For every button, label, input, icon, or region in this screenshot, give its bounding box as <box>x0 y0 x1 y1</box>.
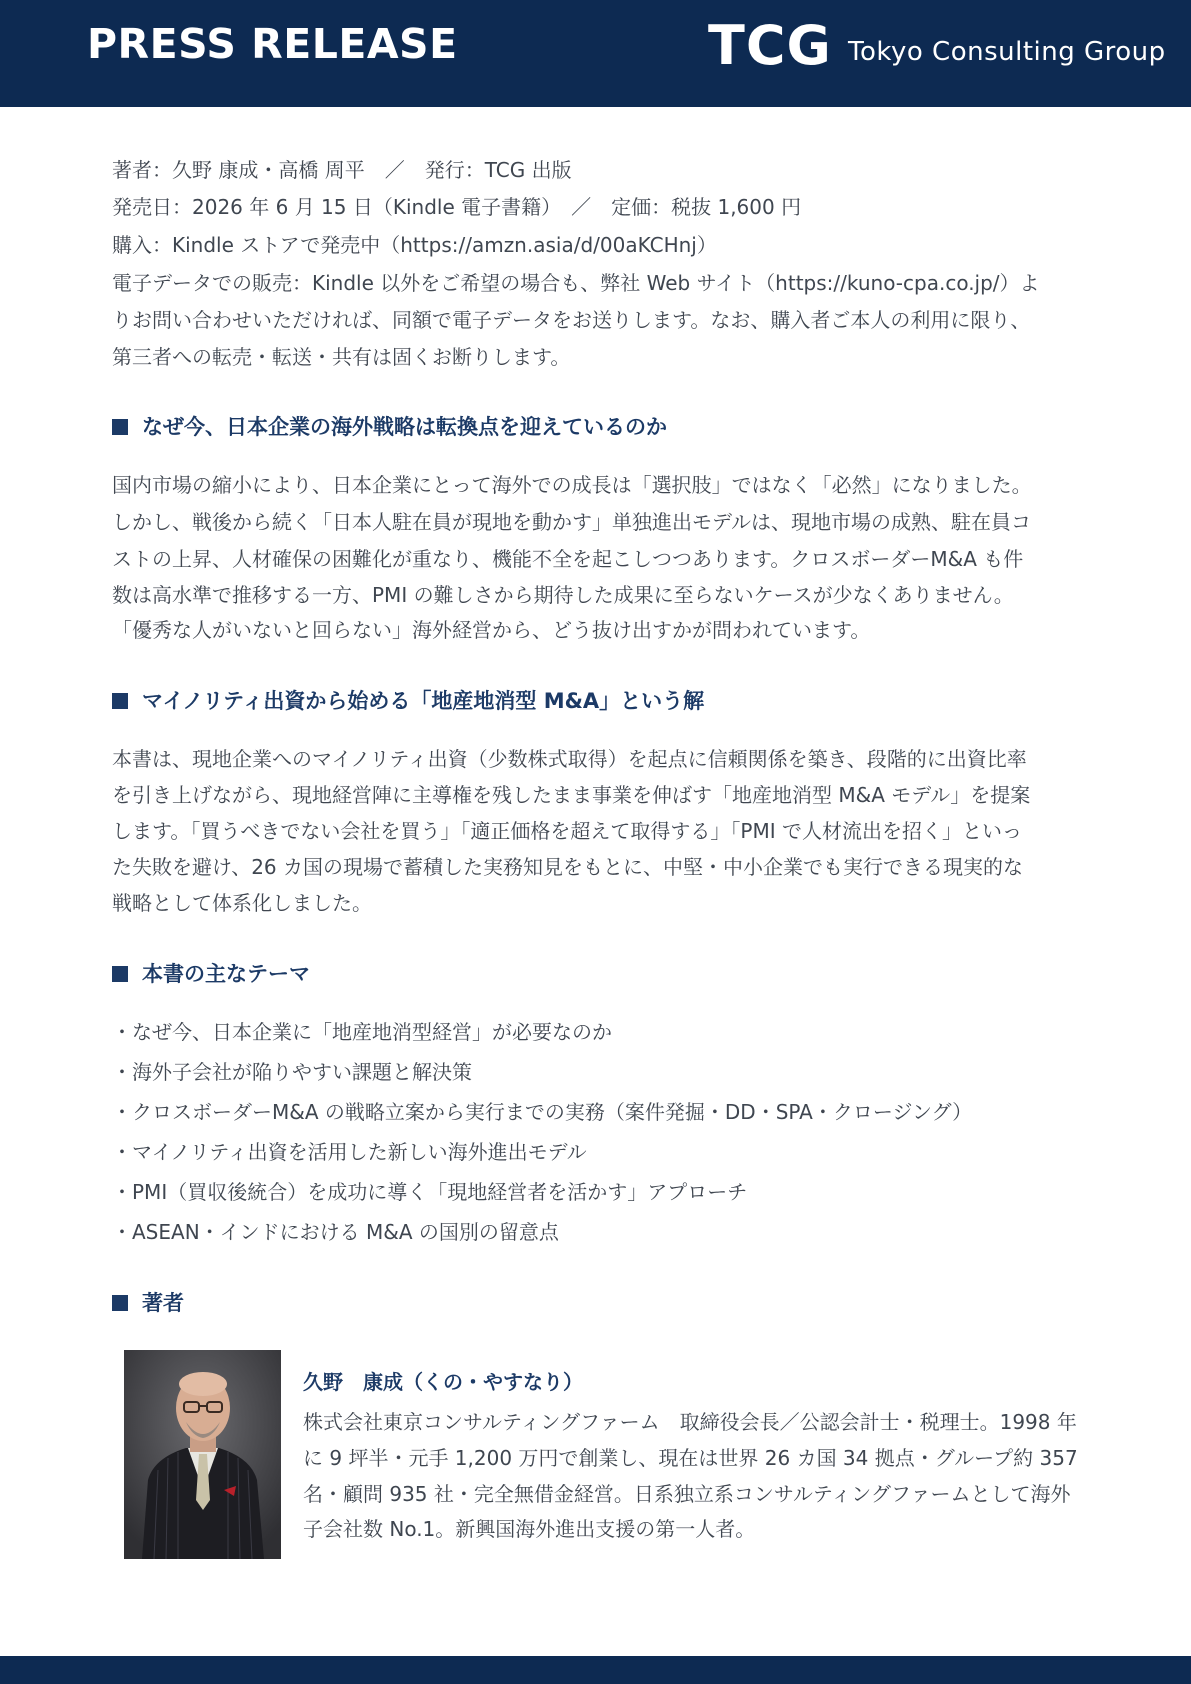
paragraph-line: 数は高水準で推移する一方、PMI の難しさから期待した成果に至らないケースが少なくありません。 <box>112 583 1014 607</box>
footer-bar <box>0 1656 1191 1684</box>
square-bullet-icon <box>112 1295 128 1311</box>
paragraph-line: を引き上げながら、現地経営陣に主導権を残したまま事業を伸ばす「地産地消型 M&A モデル」を提案 <box>112 783 1031 807</box>
info-authors: 著者：久野 康成・高橋 周平 ／ 発行：TCG 出版 <box>112 158 572 182</box>
section-heading: マイノリティ出資から始める「地産地消型 M&A」という解 <box>112 686 704 716</box>
author-bio-line: 株式会社東京コンサルティングファーム 取締役会長／公認会計士・税理士。1998 年 <box>303 1410 1077 1434</box>
section-heading: 著者 <box>112 1288 184 1318</box>
paragraph-line: た失敗を避け、26 カ国の現場で蓄積した実務知見をもとに、中堅・中小企業でも実行できる現実的な <box>112 855 1024 879</box>
info-release-date: 発売日：2026 年 6 月 15 日（Kindle 電子書籍） ／ 定価：税抜 1,600 円 <box>112 195 802 219</box>
info-purchase: 購入：Kindle ストアで発売中（https://amzn.asia/d/00aKCHnj） <box>112 233 717 257</box>
list-item: ・マイノリティ出資を活用した新しい海外進出モデル <box>112 1140 587 1164</box>
press-release-title: PRESS RELEASE <box>87 20 458 68</box>
list-item: ・海外子会社が陥りやすい課題と解決策 <box>112 1060 472 1084</box>
info-digital-sales: 第三者への転売・転送・共有は固くお断りします。 <box>112 345 571 369</box>
paragraph-line: 「優秀な人がいないと回らない」海外経営から、どう抜け出すかが問われています。 <box>112 618 871 642</box>
section-heading: なぜ今、日本企業の海外戦略は転換点を迎えているのか <box>112 412 667 442</box>
author-name: 久野 康成（くの・やすなり） <box>303 1370 583 1394</box>
list-item: ・クロスボーダーM&A の戦略立案から実行までの実務（案件発掘・DD・SPA・クロージング） <box>112 1100 973 1124</box>
info-digital-sales: 電子データでの販売：Kindle 以外をご希望の場合も、弊社 Web サイト（https://kuno-cpa.co.jp/）よ <box>112 271 1040 295</box>
paragraph-line: 戦略として体系化しました。 <box>112 891 372 915</box>
list-item: ・ASEAN・インドにおける M&A の国別の留意点 <box>112 1220 559 1244</box>
author-bio-line: に 9 坪半・元手 1,200 万円で創業し、現在は世界 26 カ国 34 拠点・グループ約 357 <box>303 1446 1078 1470</box>
author-bio-line: 子会社数 No.1。新興国海外進出支援の第一人者。 <box>303 1517 756 1541</box>
square-bullet-icon <box>112 419 128 435</box>
paragraph-line: しかし、戦後から続く「日本人駐在員が現地を動かす」単独進出モデルは、現地市場の成熟、駐在員コ <box>112 510 1031 534</box>
square-bullet-icon <box>112 966 128 982</box>
page-header <box>0 0 1191 107</box>
list-item: ・PMI（買収後統合）を成功に導く「現地経営者を活かす」アプローチ <box>112 1180 748 1204</box>
author-bio-line: 名・顧問 935 社・完全無借金経営。日系独立系コンサルティングファームとして海外 <box>303 1482 1071 1506</box>
author-photo <box>124 1350 281 1559</box>
info-digital-sales: りお問い合わせいただければ、同額で電子データをお送りします。なお、購入者ご本人の利用に限り、 <box>112 308 1031 332</box>
square-bullet-icon <box>112 693 128 709</box>
list-item: ・なぜ今、日本企業に「地産地消型経営」が必要なのか <box>112 1020 612 1044</box>
section-heading: 本書の主なテーマ <box>112 959 310 989</box>
tcg-logo: TCG <box>708 14 832 77</box>
paragraph-line: 本書は、現地企業へのマイノリティ出資（少数株式取得）を起点に信頼関係を築き、段階的に出資比率 <box>112 747 1027 771</box>
paragraph-line: 国内市場の縮小により、日本企業にとって海外での成長は「選択肢」ではなく「必然」になりました。 <box>112 473 1032 497</box>
company-name: Tokyo Consulting Group <box>848 37 1166 67</box>
paragraph-line: ストの上昇、人材確保の困難化が重なり、機能不全を起こしつつあります。クロスボーダーM&A も件 <box>112 547 1024 571</box>
paragraph-line: します。「買うべきでない会社を買う」「適正価格を超えて取得する」「PMI で人材流出を招く」といっ <box>112 819 1022 843</box>
